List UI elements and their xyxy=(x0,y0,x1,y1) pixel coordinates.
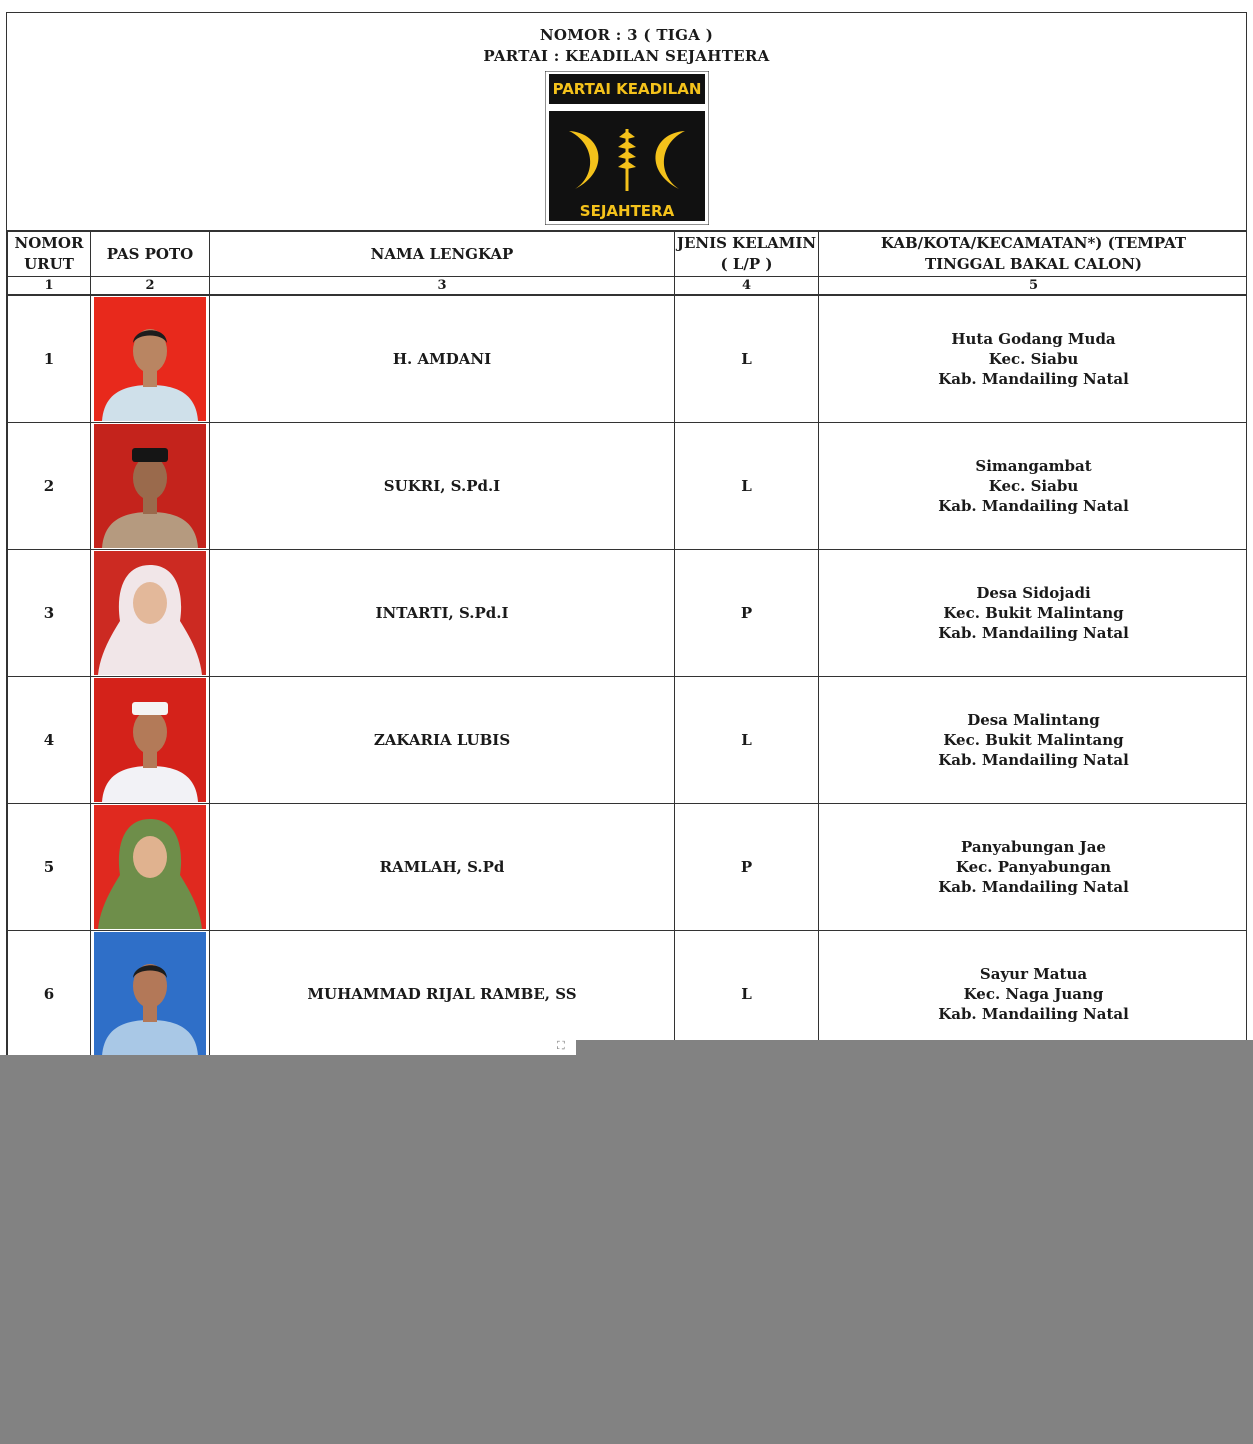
table-row xyxy=(8,931,1248,1058)
candidate-gender: L xyxy=(675,423,819,550)
candidate-photo-cell xyxy=(91,550,210,677)
address-line: Kab. Mandailing Natal xyxy=(938,497,1129,515)
table-row xyxy=(8,423,1248,550)
table-row xyxy=(8,550,1248,677)
candidate-photo-cell xyxy=(91,423,210,550)
candidate-photo xyxy=(94,805,206,929)
logo-top-text: PARTAI KEADILAN xyxy=(552,80,701,98)
col-header-photo: PAS POTO xyxy=(91,232,210,277)
address-line: Kab. Mandailing Natal xyxy=(938,751,1129,769)
sheet-header xyxy=(7,13,1246,231)
candidate-name: RAMLAH, S.Pd xyxy=(210,804,675,931)
candidate-number: 2 xyxy=(8,423,91,550)
candidate-gender: P xyxy=(675,804,819,931)
address-line: Kec. Bukit Malintang xyxy=(943,604,1124,622)
candidate-address xyxy=(819,295,1248,423)
table-row xyxy=(8,804,1248,931)
gray-overlay xyxy=(0,1055,1253,1444)
address-line: Kab. Mandailing Natal xyxy=(938,370,1129,388)
address-line: Kec. Naga Juang xyxy=(963,985,1104,1003)
gray-overlay-top xyxy=(576,1040,1253,1056)
candidate-table xyxy=(7,231,1247,1058)
col-number: 3 xyxy=(210,277,675,296)
address-line: Kab. Mandailing Natal xyxy=(938,878,1129,896)
address-line: Simangambat xyxy=(975,457,1092,475)
address-line: Kec. Siabu xyxy=(988,350,1079,368)
address-line: Kec. Siabu xyxy=(988,477,1079,495)
candidate-address xyxy=(819,931,1248,1058)
candidate-gender: L xyxy=(675,677,819,804)
candidate-photo-cell xyxy=(91,931,210,1058)
address-line: Desa Malintang xyxy=(967,711,1100,729)
address-line: Desa Sidojadi xyxy=(976,584,1091,602)
candidate-name: INTARTI, S.Pd.I xyxy=(210,550,675,677)
col-header-name: NAMA LENGKAP xyxy=(210,232,675,277)
resize-handle-icon[interactable]: ⛶ xyxy=(557,1039,565,1052)
candidate-name: SUKRI, S.Pd.I xyxy=(210,423,675,550)
candidate-gender: P xyxy=(675,550,819,677)
candidate-number: 1 xyxy=(8,295,91,423)
candidate-photo xyxy=(94,424,206,548)
candidate-sheet xyxy=(6,12,1247,1072)
candidate-photo xyxy=(94,551,206,675)
logo-bottom-text: SEJAHTERA xyxy=(579,202,674,220)
address-line: Kab. Mandailing Natal xyxy=(938,1005,1129,1023)
candidate-address xyxy=(819,550,1248,677)
candidate-photo-cell xyxy=(91,295,210,423)
candidate-number: 5 xyxy=(8,804,91,931)
address-line: Kec. Bukit Malintang xyxy=(943,731,1124,749)
candidate-address xyxy=(819,804,1248,931)
col-number: 5 xyxy=(819,277,1248,296)
candidate-address xyxy=(819,677,1248,804)
party-number: NOMOR : 3 ( TIGA ) xyxy=(539,26,714,44)
address-line: Kec. Panyabungan xyxy=(955,858,1112,876)
table-row xyxy=(8,677,1248,804)
address-line: Kab. Mandailing Natal xyxy=(938,624,1129,642)
candidate-photo xyxy=(94,678,206,802)
col-number: 2 xyxy=(91,277,210,296)
candidate-name: MUHAMMAD RIJAL RAMBE, SS xyxy=(210,931,675,1058)
pks-logo xyxy=(545,71,709,225)
col-number: 4 xyxy=(675,277,819,296)
candidate-number: 6 xyxy=(8,931,91,1058)
candidate-name: H. AMDANI xyxy=(210,295,675,423)
table-row xyxy=(8,295,1248,423)
candidate-photo xyxy=(94,297,206,421)
col-header-no: NOMOR URUT xyxy=(8,232,91,277)
col-header-address: KAB/KOTA/KECAMATAN*) (TEMPAT TINGGAL BAKAL CALON) xyxy=(819,232,1248,277)
candidate-photo-cell xyxy=(91,677,210,804)
candidate-gender: L xyxy=(675,295,819,423)
candidate-address xyxy=(819,423,1248,550)
col-number: 1 xyxy=(8,277,91,296)
address-line: Panyabungan Jae xyxy=(961,838,1106,856)
col-header-gender: JENIS KELAMIN ( L/P ) xyxy=(675,232,819,277)
address-line: Sayur Matua xyxy=(979,965,1088,983)
candidate-name: ZAKARIA LUBIS xyxy=(210,677,675,804)
candidate-gender: L xyxy=(675,931,819,1058)
candidate-photo-cell xyxy=(91,804,210,931)
candidate-number: 3 xyxy=(8,550,91,677)
address-line: Huta Godang Muda xyxy=(951,330,1116,348)
candidate-number: 4 xyxy=(8,677,91,804)
candidate-photo xyxy=(94,932,206,1056)
party-name: PARTAI : KEADILAN SEJAHTERA xyxy=(483,47,770,65)
